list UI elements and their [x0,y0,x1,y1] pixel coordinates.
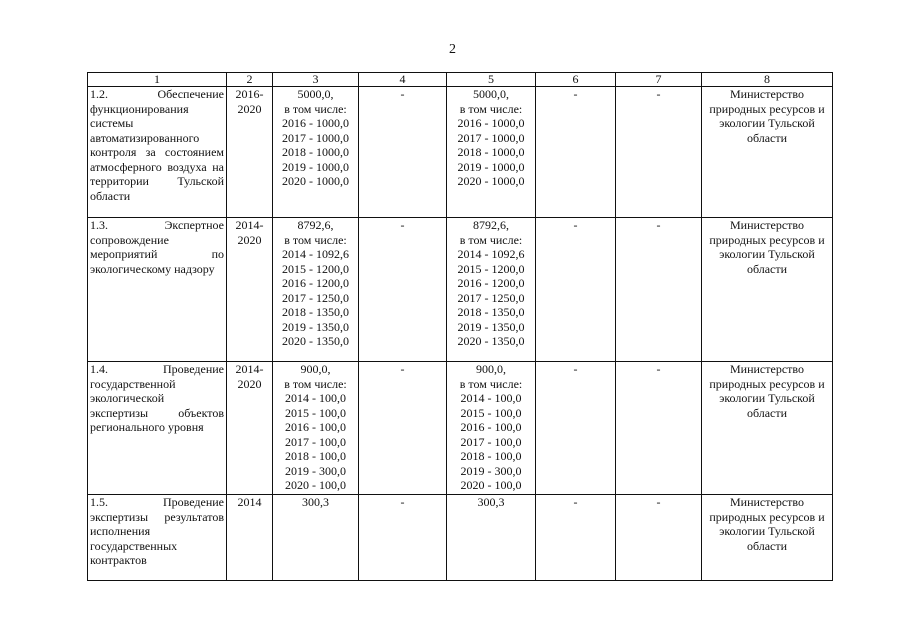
funding-line: 2019 - 300,0 [285,463,346,478]
regional-funding-cell [447,362,536,495]
funding-line: 2020 - 1000,0 [457,174,525,188]
table-row [88,495,833,581]
col6-cell [536,218,616,362]
funding-line: 2020 - 1350,0 [457,334,525,348]
col6-cell [536,495,616,581]
total-funding-cell [273,362,359,495]
program-table [87,72,833,581]
funding-line: 2020 - 1000,0 [282,174,349,188]
col7-cell [616,87,702,218]
dash-value: - [656,218,661,232]
header-col-2: 2 [227,73,273,87]
funding-line: 900,0, [476,362,506,376]
header-col-1: 1 [88,73,227,87]
table-row [88,87,833,218]
years-line: 2014- [235,362,264,376]
funding-line: 300,3 [302,495,329,509]
col7-cell [616,495,702,581]
col4-cell [359,87,447,218]
funding-line: 2019 - 1350,0 [457,319,525,334]
header-col-6: 6 [536,73,616,87]
dash-value: - [573,87,578,101]
funding-line: 2018 - 1000,0 [457,145,525,159]
funding-line: 900,0, [300,362,331,376]
dash-value: - [573,495,578,509]
funding-line: 2019 - 1000,0 [282,159,349,174]
dash-value: - [400,87,405,101]
executor-cell: Министерство природных ресурсов и экологии Тульской области [702,218,833,362]
dash-value: - [400,495,405,509]
measure-name: 1.4. Проведение государственной экологической экспертизы объектов регионального уровня [88,362,227,495]
funding-line: в том числе: [459,232,523,247]
table-row [88,218,833,362]
funding-line: в том числе: [284,376,347,391]
dash-value: - [400,218,405,232]
funding-line: 2014 - 100,0 [285,391,346,405]
col4-cell [359,495,447,581]
measure-name: 1.3. Экспертное сопровождение мероприятий по экологическому надзору [88,218,227,362]
years-line: 2020 [237,232,262,247]
funding-line: 2019 - 1000,0 [457,159,525,174]
funding-line: в том числе: [284,101,347,116]
funding-line: 2014 - 100,0 [460,391,522,405]
years-line: 2020 [237,376,262,391]
col7-cell [616,218,702,362]
total-funding-cell [273,495,359,581]
regional-funding-cell [447,218,536,362]
funding-line: 2017 - 1250,0 [282,290,349,305]
executor-cell: Министерство природных ресурсов и экологии Тульской области [702,362,833,495]
funding-line: 2014 - 1092,6 [282,247,349,261]
funding-line: 2016 - 1000,0 [282,116,349,130]
funding-line: 2020 - 100,0 [460,478,522,492]
funding-line: в том числе: [459,101,523,116]
total-funding-cell [273,87,359,218]
funding-line: 2019 - 1350,0 [282,319,349,334]
dash-value: - [656,87,661,101]
years-line: 2014- [235,218,264,232]
executor-cell: Министерство природных ресурсов и экологии Тульской области [702,495,833,581]
header-col-3: 3 [273,73,359,87]
funding-line: 8792,6, [473,218,509,232]
funding-line: 2018 - 1350,0 [457,305,525,319]
dash-value: - [656,495,661,509]
header-col-7: 7 [616,73,702,87]
years-line: 2014 [237,495,262,509]
total-funding-cell [273,218,359,362]
funding-line: 2016 - 100,0 [460,420,522,434]
regional-funding-cell [447,87,536,218]
header-col-8: 8 [702,73,833,87]
dash-value: - [656,362,661,376]
funding-line: 2020 - 1350,0 [282,334,349,348]
years-line: 2016- [235,87,264,101]
measure-name: 1.5. Проведение экспертизы результатов исполнения государственных контрактов [88,495,227,581]
funding-line: 2016 - 1200,0 [282,276,349,290]
page-number: 2 [449,42,456,57]
funding-line: 2017 - 1000,0 [457,130,525,145]
funding-line: 2015 - 1200,0 [282,261,349,276]
funding-line: 2017 - 100,0 [460,434,522,449]
funding-line: 2018 - 1350,0 [282,305,349,319]
col7-cell [616,362,702,495]
header-col-4: 4 [359,73,447,87]
funding-line: 5000,0, [297,87,334,101]
years-cell [227,87,273,218]
funding-line: 5000,0, [473,87,509,101]
funding-line: 2016 - 100,0 [285,420,346,434]
funding-line: 2015 - 100,0 [285,405,346,420]
dash-value: - [573,362,578,376]
col4-cell [359,362,447,495]
table-row [88,362,833,495]
col6-cell [536,87,616,218]
years-line: 2020 [237,101,262,116]
funding-line: 300,3 [477,495,505,509]
funding-line: 2018 - 100,0 [285,449,346,463]
funding-line: в том числе: [459,376,523,391]
years-cell [227,218,273,362]
funding-line: 2016 - 1000,0 [457,116,525,130]
funding-line: 2014 - 1092,6 [457,247,525,261]
funding-line: 8792,6, [297,218,334,232]
funding-line: в том числе: [284,232,347,247]
years-cell [227,495,273,581]
header-col-5: 5 [447,73,536,87]
executor-cell: Министерство природных ресурсов и экологии Тульской области [702,87,833,218]
funding-line: 2018 - 100,0 [460,449,522,463]
funding-line: 2015 - 1200,0 [457,261,525,276]
dash-value: - [573,218,578,232]
dash-value: - [400,362,405,376]
col4-cell [359,218,447,362]
col6-cell [536,362,616,495]
regional-funding-cell [447,495,536,581]
measure-name: 1.2. Обеспечение функционирования системы автоматизированного контроля за состоянием атмосферного воздуха на территории Тульской области [88,87,227,218]
years-cell [227,362,273,495]
funding-line: 2017 - 1250,0 [457,290,525,305]
funding-line: 2020 - 100,0 [285,478,346,492]
header-row [88,73,833,87]
funding-line: 2015 - 100,0 [460,405,522,420]
funding-line: 2017 - 100,0 [285,434,346,449]
funding-line: 2018 - 1000,0 [282,145,349,159]
funding-line: 2016 - 1200,0 [457,276,525,290]
funding-line: 2019 - 300,0 [460,463,522,478]
funding-line: 2017 - 1000,0 [282,130,349,145]
